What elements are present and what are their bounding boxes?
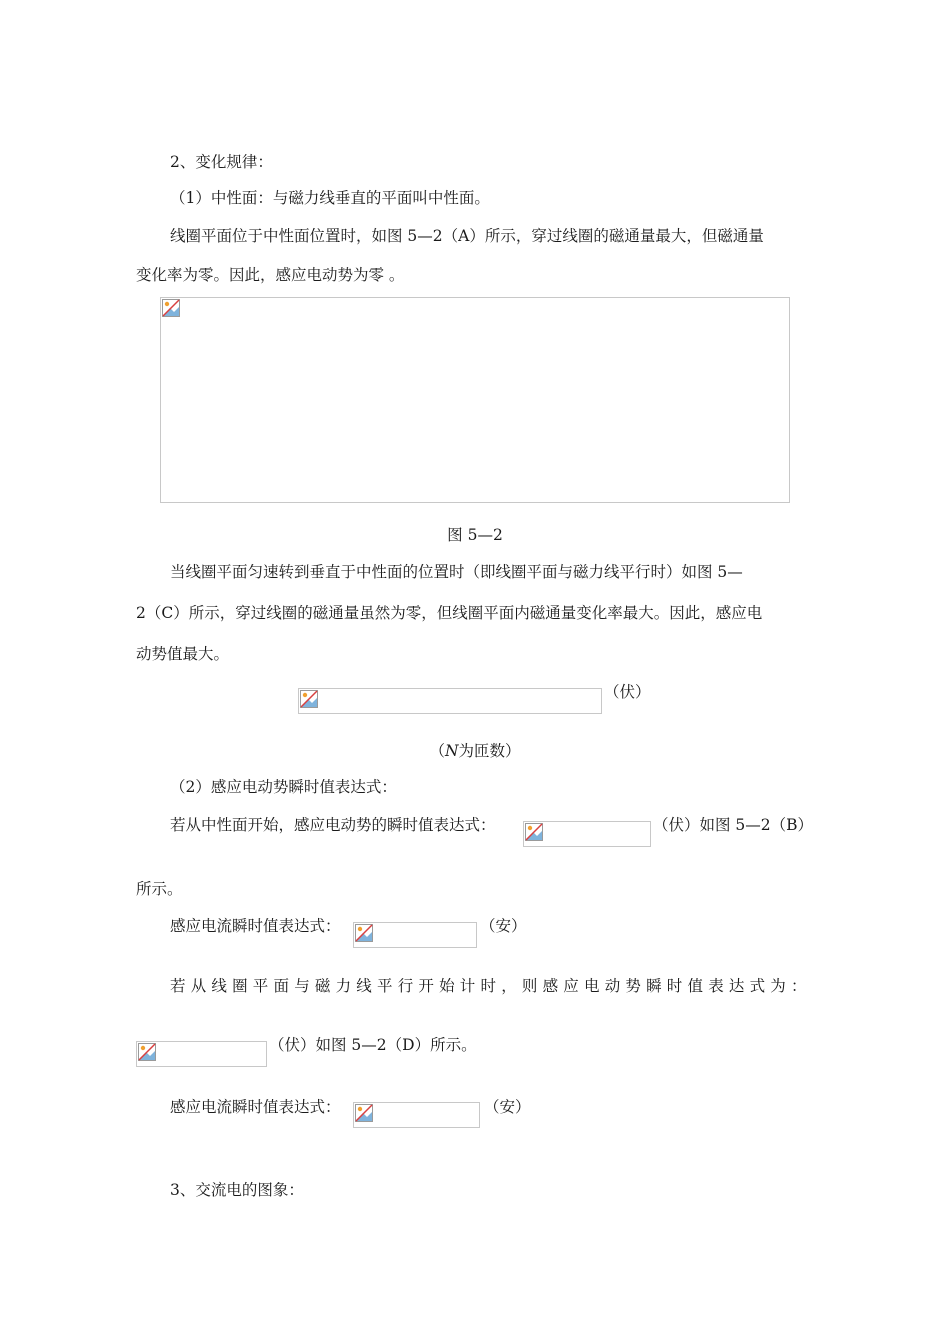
- section-heading-3: 3、交流电的图象：: [170, 1181, 304, 1199]
- from-parallel-line-1: 若从线圈平面与磁力线平行开始计时，则感应电动势瞬时值表达式为：: [170, 977, 812, 995]
- paragraph-parallel-line-1: 当线圈平面匀速转到垂直于中性面的位置时（即线圈平面与磁力线平行时）如图 5—: [170, 563, 743, 581]
- broken-image-icon: [138, 1043, 156, 1061]
- neutral-plane-definition: （1）中性面：与磁力线垂直的平面叫中性面。: [170, 189, 490, 207]
- section-heading-2: 2、变化规律：: [170, 153, 273, 171]
- unit-volt-label: （伏）: [604, 683, 651, 701]
- figure-caption: 图 5—2: [447, 526, 503, 544]
- formula-emf-sin-image: [523, 821, 651, 847]
- from-neutral-line-2: 所示。: [136, 880, 183, 898]
- subheading-instantaneous-emf: （2）感应电动势瞬时值表达式：: [170, 778, 397, 796]
- formula-em-max-image: [298, 688, 602, 714]
- broken-image-icon: [355, 1104, 373, 1122]
- paragraph-neutral-line-2: 变化率为零。因此，感应电动势为零 。: [136, 266, 405, 284]
- from-parallel-suffix: （伏）如图 5—2（D）所示。: [269, 1036, 477, 1054]
- paragraph-neutral-line-1: 线圈平面位于中性面位置时，如图 5—2（A）所示，穿过线圈的磁通量最大，但磁通量: [170, 227, 764, 245]
- formula-current-sin-image: [353, 922, 477, 948]
- formula-emf-cos-image: [136, 1041, 267, 1067]
- formula-current-cos-image: [353, 1102, 480, 1128]
- paragraph-parallel-line-3: 动势值最大。: [136, 645, 230, 663]
- current-expression-prefix-1: 感应电流瞬时值表达式：: [170, 917, 341, 935]
- unit-amp-label-1: （安）: [480, 917, 527, 935]
- broken-image-icon: [300, 690, 318, 708]
- from-neutral-suffix: （伏）如图 5—2（B）: [653, 816, 814, 834]
- broken-image-icon: [162, 299, 180, 317]
- turns-note: （N为匝数）: [429, 742, 521, 760]
- broken-image-icon: [525, 823, 543, 841]
- current-expression-prefix-2: 感应电流瞬时值表达式：: [170, 1098, 341, 1116]
- broken-image-icon: [355, 924, 373, 942]
- figure-5-2-image: [160, 297, 790, 503]
- unit-amp-label-2: （安）: [484, 1098, 531, 1116]
- paragraph-parallel-line-2: 2（C）所示，穿过线圈的磁通量虽然为零，但线圈平面内磁通量变化率最大。因此，感应电: [136, 604, 763, 622]
- from-neutral-prefix: 若从中性面开始，感应电动势的瞬时值表达式：: [170, 816, 496, 834]
